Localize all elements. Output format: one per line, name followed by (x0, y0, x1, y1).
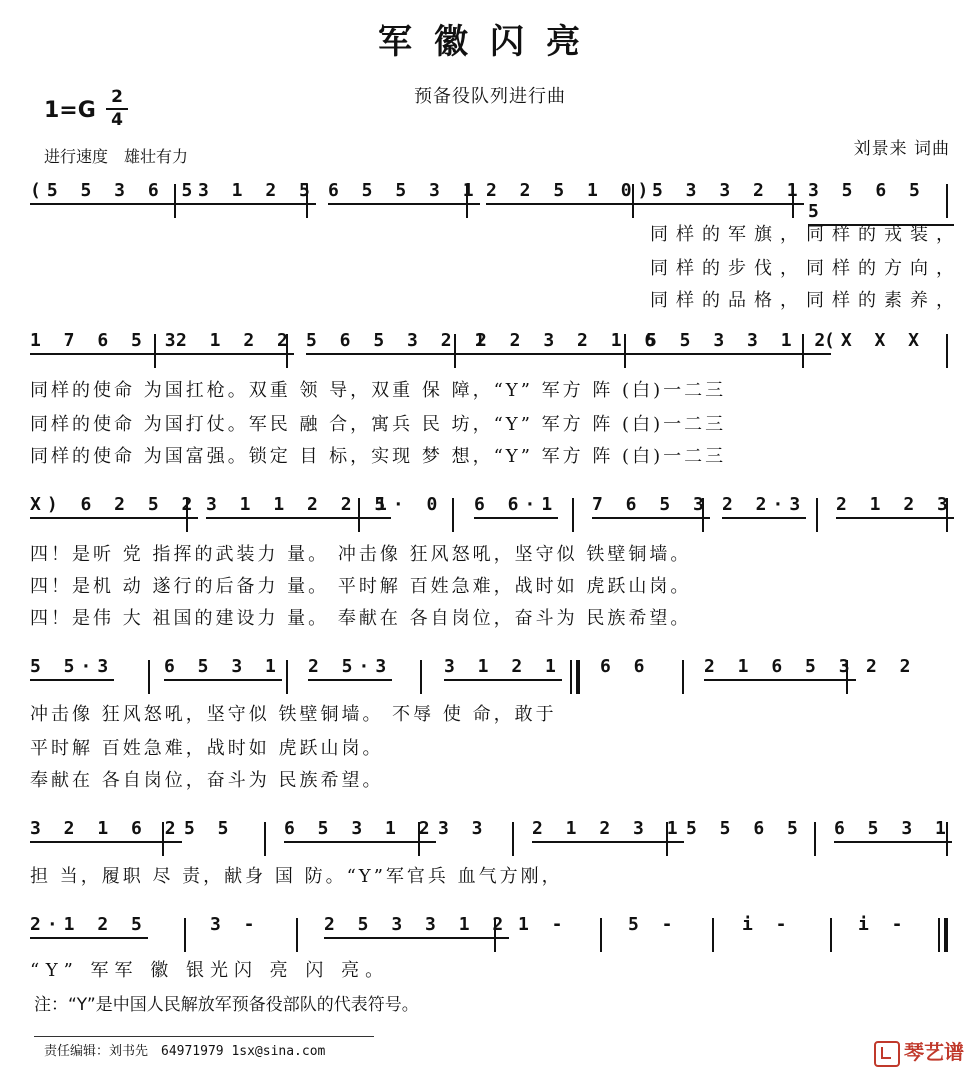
lyric-line: 同样的步伐，同样的方向， (650, 258, 962, 279)
measure: i - (858, 914, 909, 935)
measure: 2 5·3 (308, 656, 392, 681)
measure: 1 7 6 5 3 (30, 330, 182, 355)
measure: 2 1 2 3 (836, 494, 954, 519)
measure: 2 5 3 3 1 2 (324, 914, 509, 939)
measure: 5 5·3 (30, 656, 114, 681)
lyric-line: 担 当，履职 尽 责，献身 国 防。“Y”军官兵 血气方刚， (30, 866, 563, 887)
measure: 1· 0 (376, 494, 444, 515)
page-title: 军徽闪亮 (378, 22, 602, 62)
measure: 6 5 3 1 2 (284, 818, 436, 843)
score-system-1 (24, 180, 954, 220)
measure: 3 - (210, 914, 261, 935)
measure: 3 1 2 5 (198, 180, 316, 205)
measure: 2 2 5 1 0) (486, 180, 654, 205)
measure: 5 5 3 3 1 2 (646, 330, 831, 355)
lyric-line: 同样的军旗，同样的戎装， (650, 224, 962, 245)
measure: 2·1 2 5 (30, 914, 148, 939)
measure: 6 5 5 3 1 (328, 180, 480, 205)
measure: 3 1 2 1 (444, 656, 562, 681)
measure: 2 2·3 (722, 494, 806, 519)
footnote: 注：“Y”是中国人民解放军预备役部队的代表符号。 (34, 995, 419, 1015)
time-signature-top: 2 (111, 87, 123, 107)
measure: (5 5 3 6 5 (30, 180, 198, 205)
measure: 5 5 (184, 818, 235, 839)
lyric-line: “Y” 军军 徽 银光闪 亮 闪 亮。 (30, 960, 390, 981)
measure: (X X X (824, 330, 926, 351)
editor-credit: 责任编辑：刘书先 64971979 1sx@sina.com (44, 1044, 326, 1059)
score-system-3 (24, 494, 954, 534)
logo-text: 琴艺谱 (904, 1040, 964, 1064)
measure: 3 5 6 5 5 (808, 180, 954, 226)
measure: 5 6 5 3 2 1 (306, 330, 491, 355)
lyric-line: 同样的使命 为国扛枪。双重 领 导，双重 保 障，“Y” 军方 阵 (白)一二三 (30, 380, 727, 401)
key-signature: 1=G (44, 98, 96, 123)
measure: 3 3 (438, 818, 489, 839)
lyric-line: 同样的使命 为国富强。锁定 目 标，实现 梦 想，“Y” 军方 阵 (白)一二三 (30, 446, 727, 467)
measure: 2 1 2 2 (176, 330, 294, 355)
measure: 6 5 3 1 (164, 656, 282, 681)
measure: 2 2 3 2 1 6 (476, 330, 661, 355)
tempo-marking: 进行速度 雄壮有力 (44, 147, 189, 166)
measure: 5 - (628, 914, 679, 935)
lyric-line: 四！是听 党 指挥的武装力 量。 冲击像 狂风怒吼，坚守似 铁壁铜墙。 (30, 544, 692, 565)
lyric-line: 四！是机 动 遂行的后备力 量。 平时解 百姓急难，战时如 虎跃山岗。 (30, 576, 692, 597)
measure: 5 5 6 5 (686, 818, 804, 839)
logo-icon (874, 1041, 900, 1067)
measure: 2 2 (866, 656, 917, 677)
site-logo[interactable] (874, 1036, 964, 1067)
lyric-line: 同样的品格，同样的素养， (650, 290, 962, 311)
score-system-6 (24, 914, 954, 954)
measure: 5 3 3 2 1 (652, 180, 804, 205)
lyric-line: 平时解 百姓急难，战时如 虎跃山岗。 (30, 738, 384, 759)
measure: 3 1 1 2 2 5 (206, 494, 391, 519)
lyric-line: 同样的使命 为国打仗。军民 融 合，寓兵 民 坊，“Y” 军方 阵 (白)一二三 (30, 414, 727, 435)
measure: X) 6 2 5 2 (30, 494, 198, 519)
lyric-line: 冲击像 狂风怒吼，坚守似 铁壁铜墙。 不辱 使 命，敢于 (30, 704, 557, 725)
measure: 1 - (518, 914, 569, 935)
author: 刘景来 词曲 (853, 139, 950, 159)
measure: 2 1 6 5 3 (704, 656, 856, 681)
measure: 3 2 1 6 2 (30, 818, 182, 843)
measure: 7 6 5 3 (592, 494, 710, 519)
subtitle: 预备役队列进行曲 (414, 86, 566, 107)
measure: 6 6 (600, 656, 651, 677)
score-system-4 (24, 656, 954, 696)
score-system-5 (24, 818, 954, 858)
lyric-line: 奉献在 各自岗位，奋斗为 民族希望。 (30, 770, 384, 791)
time-signature-bottom: 4 (111, 110, 123, 130)
measure: 2 1 2 3 1 (532, 818, 684, 843)
time-signature (106, 88, 128, 130)
score-system-2 (24, 330, 954, 370)
measure: 6 6·1 (474, 494, 558, 519)
measure: 6 5 3 1 (834, 818, 952, 843)
measure: i - (742, 914, 793, 935)
lyric-line: 四！是伟 大 祖国的建设力 量。 奉献在 各自岗位，奋斗为 民族希望。 (30, 608, 692, 629)
footer-divider (34, 1036, 374, 1037)
